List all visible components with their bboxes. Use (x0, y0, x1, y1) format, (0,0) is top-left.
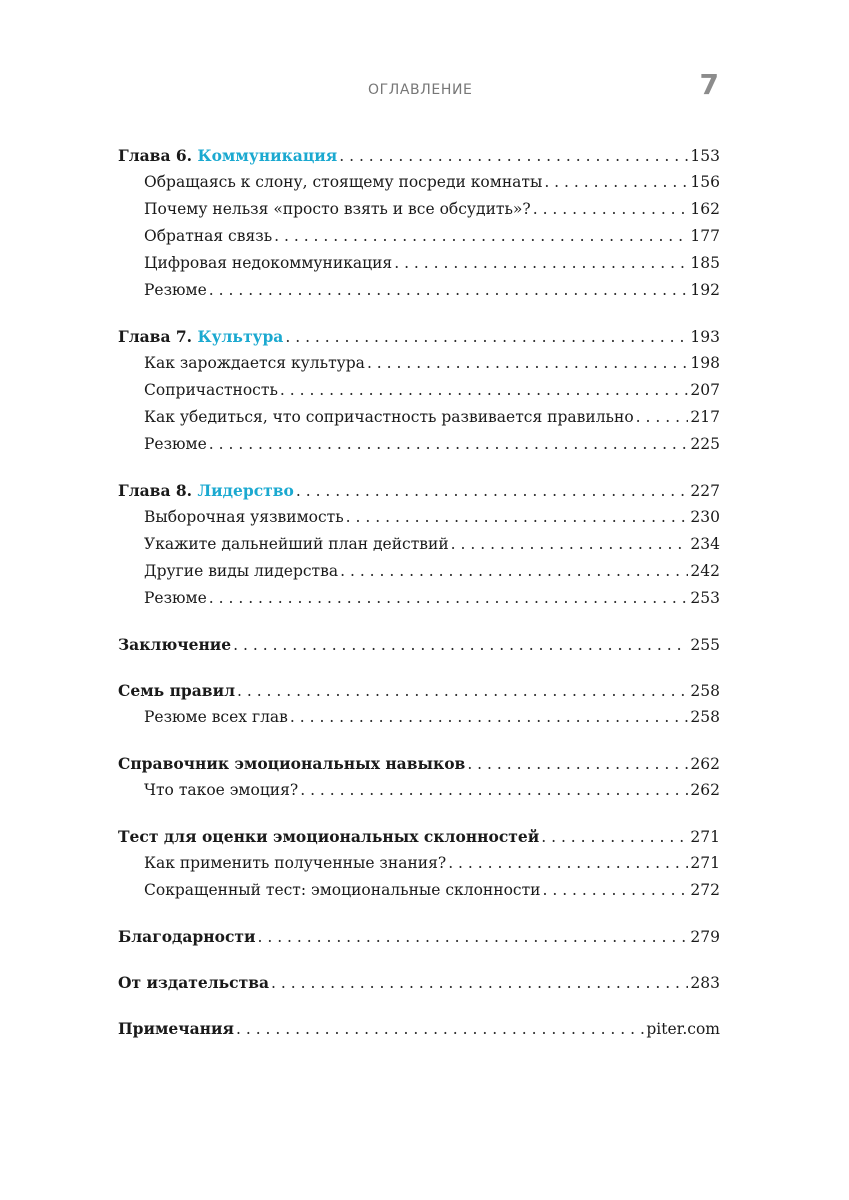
dot-leader (237, 678, 688, 705)
entry-label: Как убедиться, что сопричастность развивается правильно (144, 408, 634, 426)
toc-entry[interactable] (118, 250, 720, 277)
toc-entry[interactable] (118, 223, 720, 250)
entry-label: Сокращенный тест: эмоциональные склонности (144, 881, 541, 899)
toc-entry[interactable] (118, 404, 720, 431)
dot-leader (339, 143, 688, 170)
page-ref: 234 (690, 535, 720, 553)
toc-entry[interactable] (118, 777, 720, 804)
dot-leader (467, 751, 688, 778)
entry-label: Резюме (144, 435, 207, 453)
page-ref: piter.com (646, 1020, 720, 1038)
section-label: Благодарности (118, 927, 256, 946)
section-label: Примечания (118, 1019, 234, 1038)
dot-leader (544, 169, 688, 196)
page-ref: 258 (690, 708, 720, 726)
toc-conclusion[interactable] (118, 631, 720, 658)
toc-entry[interactable] (118, 350, 720, 377)
toc-seven-rules[interactable] (118, 677, 720, 704)
entry-label: Выборочная уязвимость (144, 508, 344, 526)
dot-leader (300, 777, 688, 804)
page-ref: 262 (690, 755, 720, 773)
section-label: Заключение (118, 635, 232, 654)
chapter-title: Культура (197, 327, 284, 346)
section-label: Семь правил (118, 681, 235, 700)
chapter-prefix: Глава 6. (118, 146, 198, 165)
toc-entry[interactable] (118, 169, 720, 196)
toc-publisher[interactable] (118, 969, 720, 996)
entry-label: Резюме (144, 589, 207, 607)
page-ref: 230 (690, 508, 720, 526)
entry-label: Обратная связь (144, 227, 273, 245)
page-ref: 198 (690, 354, 720, 372)
page-ref: 192 (690, 281, 720, 299)
toc-entry[interactable] (118, 558, 720, 585)
page-ref: 217 (690, 408, 720, 426)
toc-test[interactable] (118, 823, 720, 850)
entry-label: Как применить полученные знания? (144, 854, 447, 872)
page-ref: 156 (690, 173, 720, 191)
entry-label: Резюме (144, 281, 207, 299)
dot-leader (367, 350, 688, 377)
entry-label: Другие виды лидерства (144, 562, 339, 580)
toc-handbook[interactable] (118, 750, 720, 777)
toc-entry[interactable] (118, 850, 720, 877)
entry-label: Сопричастность (144, 381, 278, 399)
dot-leader (636, 404, 689, 431)
page-ref: 242 (690, 562, 720, 580)
dot-leader (533, 196, 689, 223)
dot-leader (296, 478, 689, 505)
page-ref: 253 (690, 589, 720, 607)
entry-label: Что такое эмоция? (144, 781, 299, 799)
toc-entry[interactable] (118, 377, 720, 404)
dot-leader (209, 431, 689, 458)
section-label: Тест для оценки эмоциональных склонностей (118, 827, 540, 846)
entry-label: Резюме всех глав (144, 708, 288, 726)
page-ref: 177 (690, 227, 720, 245)
section-label: Справочник эмоциональных навыков (118, 754, 466, 773)
page-ref: 255 (690, 636, 720, 654)
dot-leader (394, 250, 688, 277)
dot-leader (209, 277, 689, 304)
dot-leader (209, 585, 689, 612)
entry-label: Почему нельзя «просто взять и все обсудить»? (144, 200, 531, 218)
dot-leader (340, 558, 688, 585)
section-label: От издательства (118, 973, 270, 992)
page-ref: 262 (690, 781, 720, 799)
dot-leader (271, 970, 688, 997)
page-ref: 225 (690, 435, 720, 453)
entry-label: Обращаясь к слону, стоящему посреди комнаты (144, 173, 543, 191)
dot-leader (451, 531, 689, 558)
entry-label: Цифровая недокоммуникация (144, 254, 393, 272)
dot-leader (236, 1016, 644, 1043)
toc-entry[interactable] (118, 704, 720, 731)
running-header: ОГЛАВЛЕНИЕ (368, 82, 473, 98)
dot-leader (280, 377, 689, 404)
toc-chapter-6[interactable] (118, 142, 720, 169)
page-ref: 258 (690, 682, 720, 700)
page-ref: 162 (690, 200, 720, 218)
dot-leader (290, 704, 689, 731)
dot-leader (233, 632, 688, 659)
toc-entry[interactable] (118, 431, 720, 458)
page-ref: 193 (690, 328, 720, 346)
toc-chapter-8[interactable] (118, 477, 720, 504)
toc-entry[interactable] (118, 277, 720, 304)
dot-leader (258, 924, 689, 951)
entry-label: Как зарождается культура (144, 354, 365, 372)
toc-notes[interactable] (118, 1015, 720, 1042)
chapter-title: Лидерство (197, 481, 294, 500)
toc-entry[interactable] (118, 585, 720, 612)
toc-entry[interactable] (118, 504, 720, 531)
chapter-prefix: Глава 8. (118, 481, 198, 500)
dot-leader (346, 504, 689, 531)
page-ref: 153 (690, 147, 720, 165)
page-number: 7 (699, 68, 719, 101)
toc-chapter-7[interactable] (118, 323, 720, 350)
page-ref: 271 (690, 854, 720, 872)
table-of-contents (118, 142, 720, 1042)
dot-leader (541, 824, 688, 851)
toc-entry[interactable] (118, 877, 720, 904)
chapter-title: Коммуникация (197, 146, 338, 165)
dot-leader (542, 877, 688, 904)
dot-leader (274, 223, 688, 250)
dot-leader (448, 850, 688, 877)
page-ref: 271 (690, 828, 720, 846)
chapter-prefix: Глава 7. (118, 327, 198, 346)
entry-label: Укажите дальнейший план действий (144, 535, 449, 553)
page-ref: 283 (690, 974, 720, 992)
toc-entry[interactable] (118, 196, 720, 223)
page-ref: 279 (690, 928, 720, 946)
page-ref: 207 (690, 381, 720, 399)
page-ref: 185 (690, 254, 720, 272)
page-ref: 227 (690, 482, 720, 500)
page-ref: 272 (690, 881, 720, 899)
toc-acknowledgements[interactable] (118, 923, 720, 950)
dot-leader (285, 324, 688, 351)
toc-entry[interactable] (118, 531, 720, 558)
